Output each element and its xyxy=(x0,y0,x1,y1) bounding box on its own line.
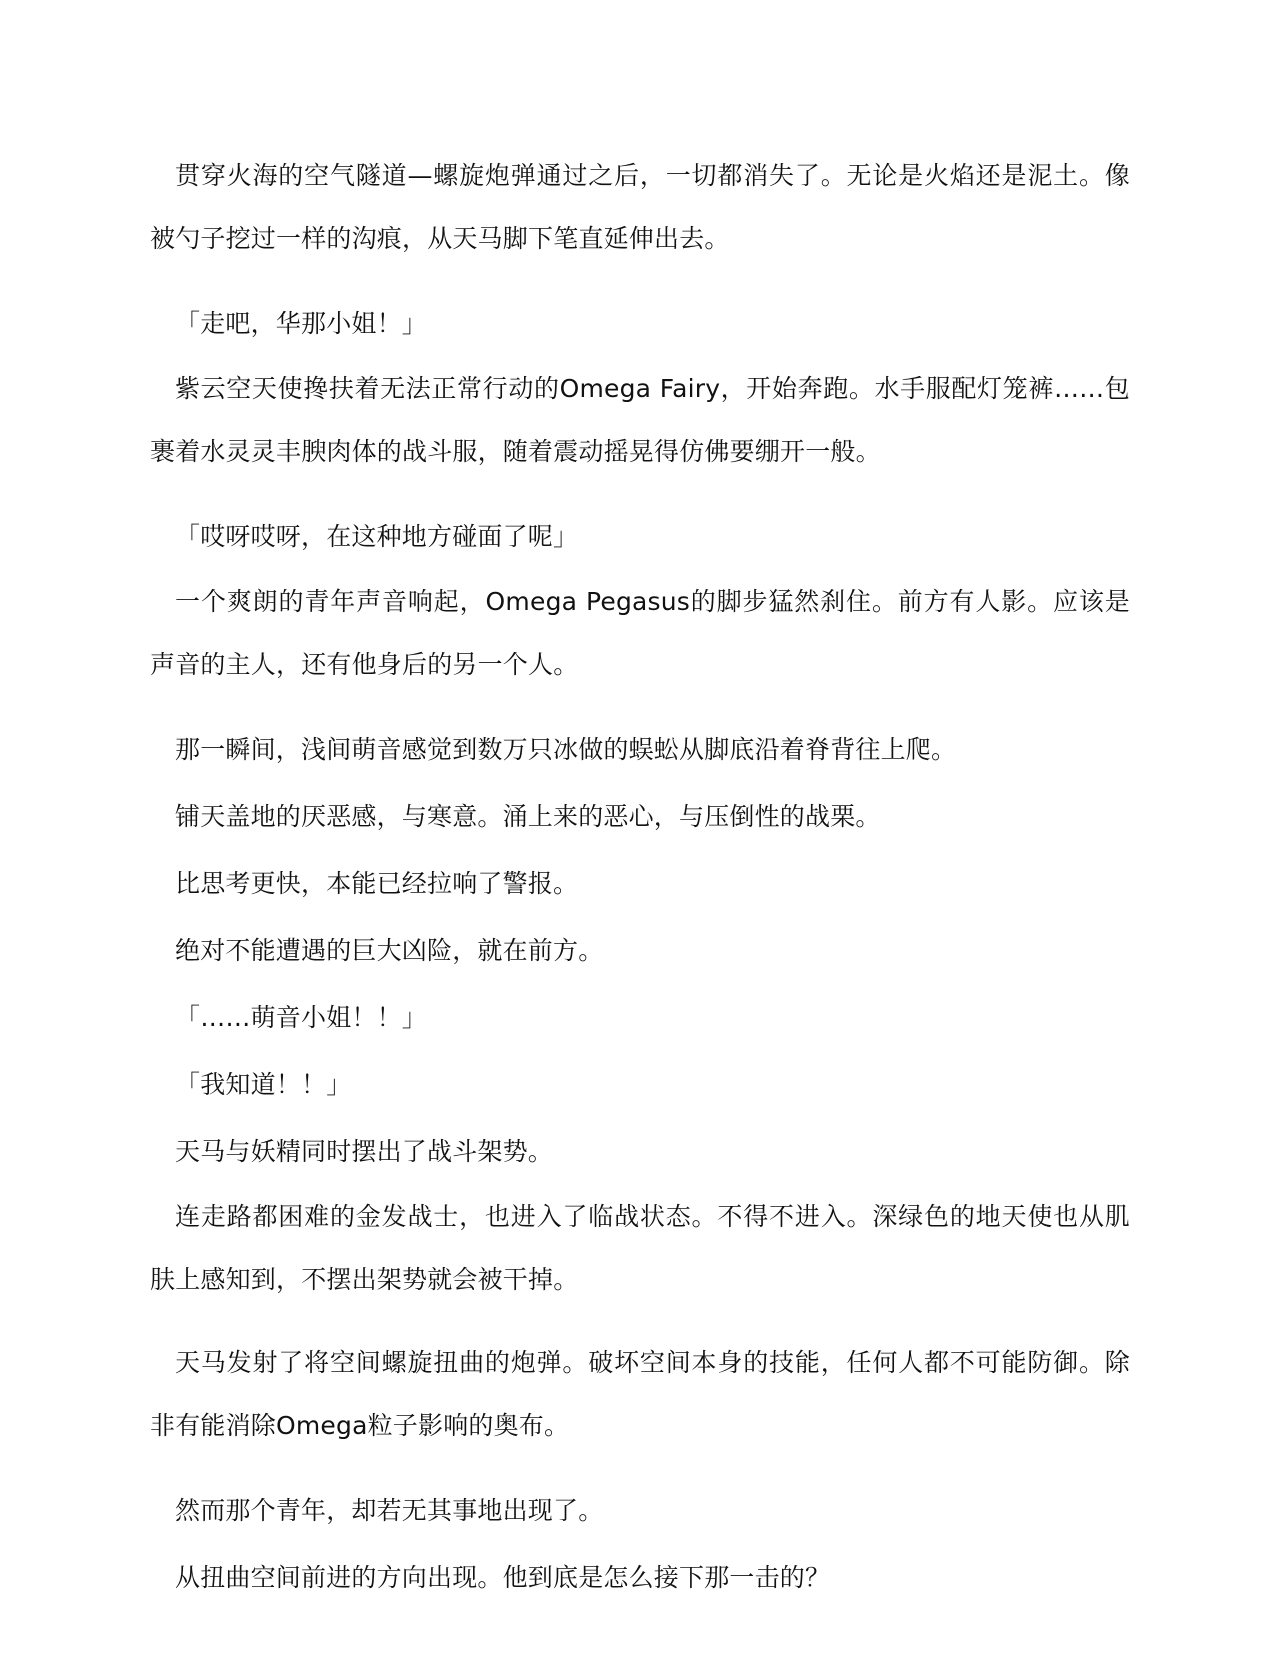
paragraph-14: 天马发射了将空间螺旋扭曲的炮弹。破坏空间本身的技能，任何人都不可能防御。除非有能消除Omega粒子影响的奥布。 xyxy=(150,1348,1130,1440)
paragraph-4: 「哎呀哎呀，在这种地方碰面了呢」 xyxy=(175,522,579,551)
paragraph-10: 「……萌音小姐！！」 xyxy=(175,1003,428,1032)
paragraph-1: 贯穿火海的空气隧道—螺旋炮弹通过之后，一切都消失了。无论是火焰还是泥土。像被勺子挖过一样的沟痕，从天马脚下笔直延伸出去。 xyxy=(150,161,1130,253)
paragraph-11: 「我知道！！」 xyxy=(175,1070,352,1099)
document-body xyxy=(150,144,1130,1611)
paragraph-16: 从扭曲空间前进的方向出现。他到底是怎么接下那一击的？ xyxy=(175,1563,831,1592)
paragraph-2: 「走吧，华那小姐！」 xyxy=(175,309,428,338)
paragraph-3: 紫云空天使搀扶着无法正常行动的Omega Fairy，开始奔跑。水手服配灯笼裤……包裹着水灵灵丰腴肉体的战斗服，随着震动摇晃得仿佛要绷开一般。 xyxy=(150,374,1130,466)
paragraph-15: 然而那个青年，却若无其事地出现了。 xyxy=(175,1496,604,1525)
paragraph-12: 天马与妖精同时摆出了战斗架势。 xyxy=(175,1137,554,1166)
paragraph-9: 绝对不能遭遇的巨大凶险，就在前方。 xyxy=(175,936,604,965)
paragraph-7: 铺天盖地的厌恶感，与寒意。涌上来的恶心，与压倒性的战栗。 xyxy=(175,802,881,831)
paragraph-5: 一个爽朗的青年声音响起，Omega Pegasus的脚步猛然刹住。前方有人影。应该是声音的主人，还有他身后的另一个人。 xyxy=(150,587,1130,679)
paragraph-8: 比思考更快，本能已经拉响了警报。 xyxy=(175,869,579,898)
paragraph-13: 连走路都困难的金发战士，也进入了临战状态。不得不进入。深绿色的地天使也从肌肤上感知到，不摆出架势就会被干掉。 xyxy=(150,1202,1130,1294)
paragraph-6: 那一瞬间，浅间萌音感觉到数万只冰做的蜈蚣从脚底沿着脊背往上爬。 xyxy=(175,735,957,764)
